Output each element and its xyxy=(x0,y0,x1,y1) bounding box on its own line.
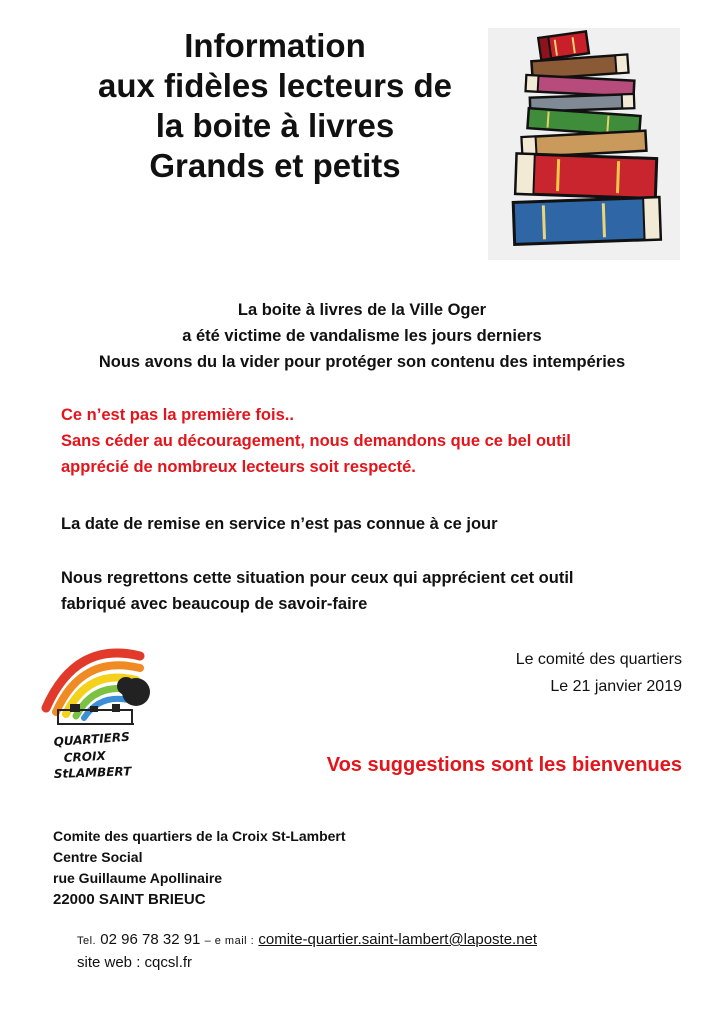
site-url[interactable]: cqcsl.fr xyxy=(144,954,193,971)
tel-label: Tel. xyxy=(77,935,97,947)
book-stack-icon xyxy=(488,28,680,260)
title-line-3: la boite à livres xyxy=(155,107,395,144)
intro-line-3: Nous avons du la vider pour protéger son contenu des intempéries xyxy=(98,353,626,371)
book-stack-illustration xyxy=(488,28,680,260)
address-street: rue Guillaume Apollinaire xyxy=(53,870,223,886)
postal-address xyxy=(53,826,346,910)
warning-line-2: Sans céder au découragement, nous demandons que ce bel outil xyxy=(61,432,571,450)
logo-text-1: QUARTIERS xyxy=(53,729,131,749)
signature-block xyxy=(516,646,682,700)
service-date-notice: La date de remise en service n’est pas connue à ce jour xyxy=(61,515,498,533)
title-line-2: aux fidèles lecteurs de xyxy=(98,67,452,104)
signature-date: Le 21 janvier 2019 xyxy=(550,678,682,695)
logo-text-2: CROIX xyxy=(63,748,107,765)
logo-text-3: StLAMBERT xyxy=(53,764,132,781)
address-city: 22000 SAINT BRIEUC xyxy=(53,891,206,908)
contact-site-line xyxy=(77,952,537,974)
email-label: – e mail : xyxy=(204,935,255,947)
email-link[interactable]: comite-quartier.saint-lambert@laposte.net xyxy=(258,931,538,948)
contact-phone-email-line xyxy=(77,929,537,952)
intro-paragraph xyxy=(40,297,684,375)
warning-paragraph xyxy=(61,402,701,480)
intro-line-2: a été victime de vandalisme les jours derniers xyxy=(182,327,542,345)
warning-line-1: Ce n’est pas la première fois.. xyxy=(61,406,294,424)
signature-committee: Le comité des quartiers xyxy=(515,651,682,668)
contact-block xyxy=(77,929,537,974)
title-line-1: Information xyxy=(184,27,366,64)
rainbow-logo-icon xyxy=(28,628,178,788)
title-line-4: Grands et petits xyxy=(149,147,401,184)
address-centre: Centre Social xyxy=(53,849,143,865)
address-org: Comite des quartiers de la Croix St-Lambert xyxy=(53,828,346,844)
quartiers-logo xyxy=(28,628,178,788)
regret-line-2: fabriqué avec beaucoup de savoir-faire xyxy=(61,595,368,613)
intro-line-1: La boite à livres de la Ville Oger xyxy=(237,301,487,319)
site-label: site web : xyxy=(77,954,141,971)
suggestions-callout: Vos suggestions sont les bienvenues xyxy=(326,754,682,776)
regret-line-1: Nous regrettons cette situation pour ceux qui apprécient cet outil xyxy=(61,569,574,587)
tel-number: 02 96 78 32 91 xyxy=(100,931,201,948)
warning-line-3: apprécié de nombreux lecteurs soit respecté. xyxy=(61,458,416,476)
regret-paragraph xyxy=(61,565,574,617)
page-title xyxy=(40,26,510,186)
